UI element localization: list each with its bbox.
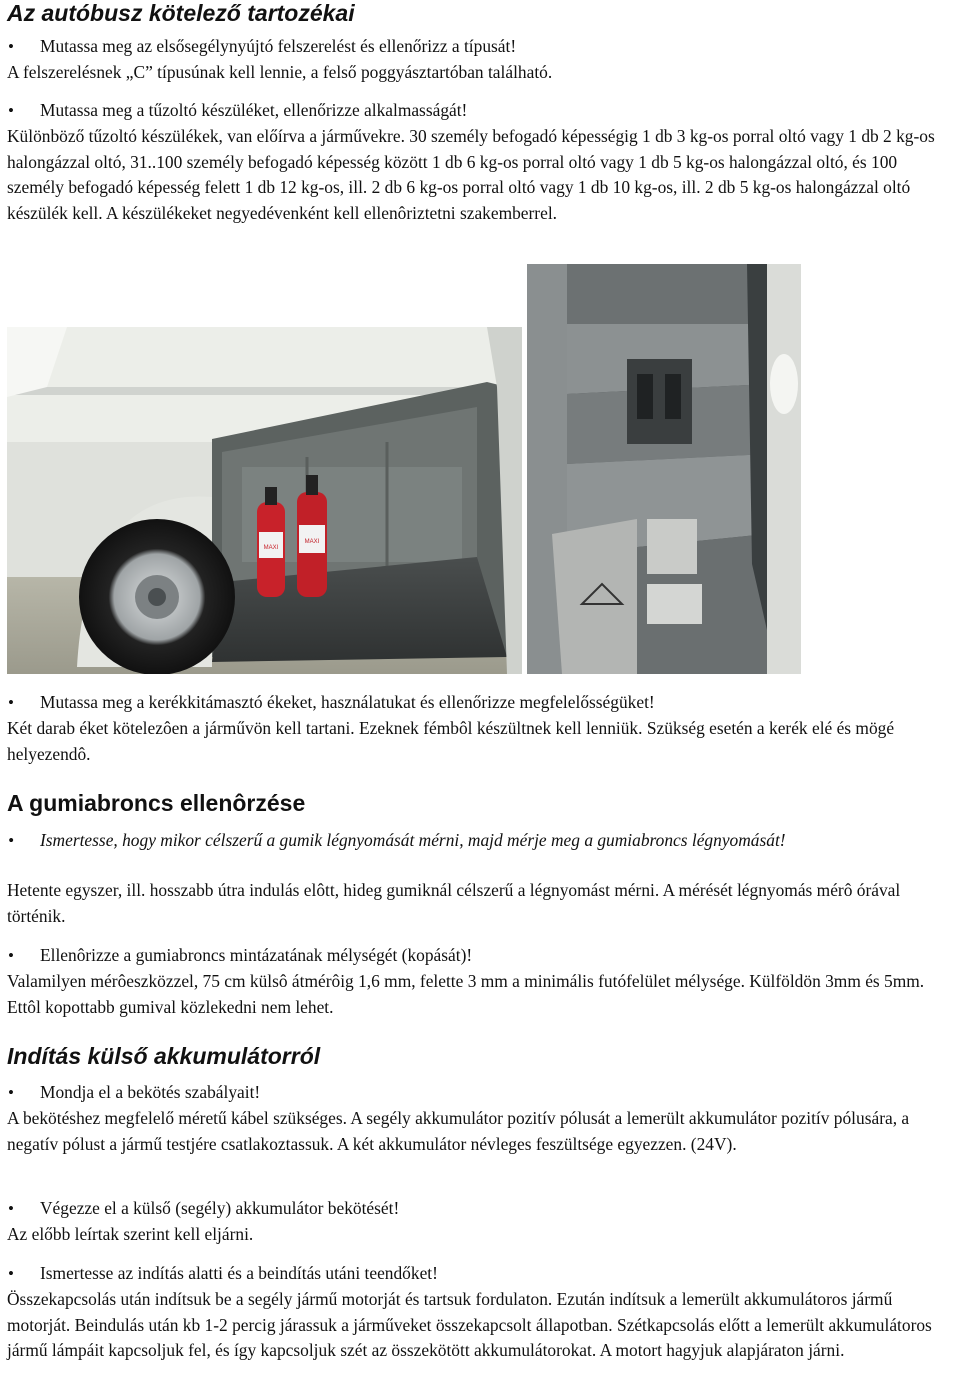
section-title-tire-check: A gumiabroncs ellenôrzése	[7, 790, 306, 816]
text-tread-depth: Valamilyen mérôeszközzel, 75 cm külsô átmérôig 1,6 mm, felette 3 mm a minimális futófelület mélysége. Külföldön 3mm és 5mm. Ettôl kopottabb gumival közlekedni nem lehet.	[7, 971, 925, 1017]
text-connection-rules: A bekötéshez megfelelő méretű kábel szükséges. A segély akkumulátor pozitív pólusát a lemerült akkumulátor pozitív pólusára, a negatív pólust a jármű testjére csatlakoztassuk. A két akkumulátor névleges feszültsége egyezzen. (24V).	[7, 1108, 910, 1154]
text-tire-pressure: Hetente egyszer, ill. hosszabb útra indulás elôtt, hideg gumiknál célszerű a légnyomást mérni. A mérését légnyomás mérô órával történik.	[7, 880, 901, 926]
bullet-tread-depth: • Ellenôrizze a gumiabroncs mintázatának mélységét (kopását)!	[40, 943, 955, 969]
extinguisher-right-label: MAXI	[304, 539, 320, 545]
section-title-mandatory-equipment: Az autóbusz kötelező tartozékai	[7, 0, 355, 26]
bullet-tire-pressure: • Ismertesse, hogy mikor célszerű a gumik légnyomását mérni, majd mérje meg a gumiabroncs légnyomását!	[40, 828, 920, 854]
bullet-start-procedure: • Ismertesse az indítás alatti és a beindítás utáni teendőket!	[40, 1261, 955, 1287]
bullet-wheel-chocks: • Mutassa meg a kerékkitámasztó ékeket, használatukat és ellenőrizze megfelelősségüket!	[40, 690, 955, 716]
bullet-fire-extinguisher: • Mutassa meg a tűzoltó készüléket, ellenőrizze alkalmasságát!	[40, 98, 955, 124]
text-fire-extinguisher: Különböző tűzoltó készülékek, van előírva a járművekre. 30 személy befogadó képességig 1 db 3 kg-os porral oltó vagy 1 db 2 kg-os halongázzal oltó, 31..100 személy befogadó képesség között 1 db 6 kg-os porral oltó vagy 1 db 5 kg-os halongázzal oltó, és 100 személy befogadó képesség felett 1 db 12 kg-os, ill. 2 db 6 kg-os porral oltó vagy 1 db 10 kg-os, ill. 2 db 5 kg-os halongázzal oltó készülék kell. A készülékeket negyedévenként kell ellenôriztetni szakemberrel.	[7, 126, 935, 223]
entrance-steps-image	[527, 264, 801, 674]
photo-luggage-compartment	[7, 327, 522, 674]
bullet-connect-battery: • Végezze el a külső (segély) akkumulátor bekötését!	[40, 1196, 955, 1222]
extinguisher-left-label: MAXI	[263, 545, 279, 551]
text-first-aid: A felszerelésnek „C” típusúnak kell lennie, a felső poggyásztartóban található.	[7, 62, 553, 82]
luggage-compartment-image	[7, 327, 522, 674]
text-start-procedure: Összekapcsolás után indítsuk be a segély jármű motorját és tartsuk fordulaton. Ezután indítsuk a lemerült akkumulátoros jármű motorját. Beindulás után kb 1-2 percig járassuk a járműveket összekapcsolt állapotban. Szétkapcsolás előtt a lemerült akkumulátoros jármű lámpáit kapcsoljuk fel, és így kapcsoljuk szét az összekötött akkumulátorokat. A motort hagyjuk alapjáraton járni.	[7, 1289, 932, 1360]
text-connect-battery: Az előbb leírtak szerint kell eljárni.	[7, 1224, 254, 1244]
bullet-connection-rules: • Mondja el a bekötés szabályait!	[40, 1080, 955, 1106]
photo-entrance-steps	[527, 264, 801, 674]
bullet-first-aid: • Mutassa meg az elsősegélynyújtó felszerelést és ellenőrizz a típusát!	[40, 34, 955, 60]
section-title-jump-start: Indítás külső akkumulátorról	[7, 1043, 321, 1069]
text-wheel-chocks: Két darab éket kötelezôen a járművön kell tartani. Ezeknek fémbôl készültnek kell lenniük. Szükség esetén a kerék elé és mögé helyezendô.	[7, 718, 895, 764]
